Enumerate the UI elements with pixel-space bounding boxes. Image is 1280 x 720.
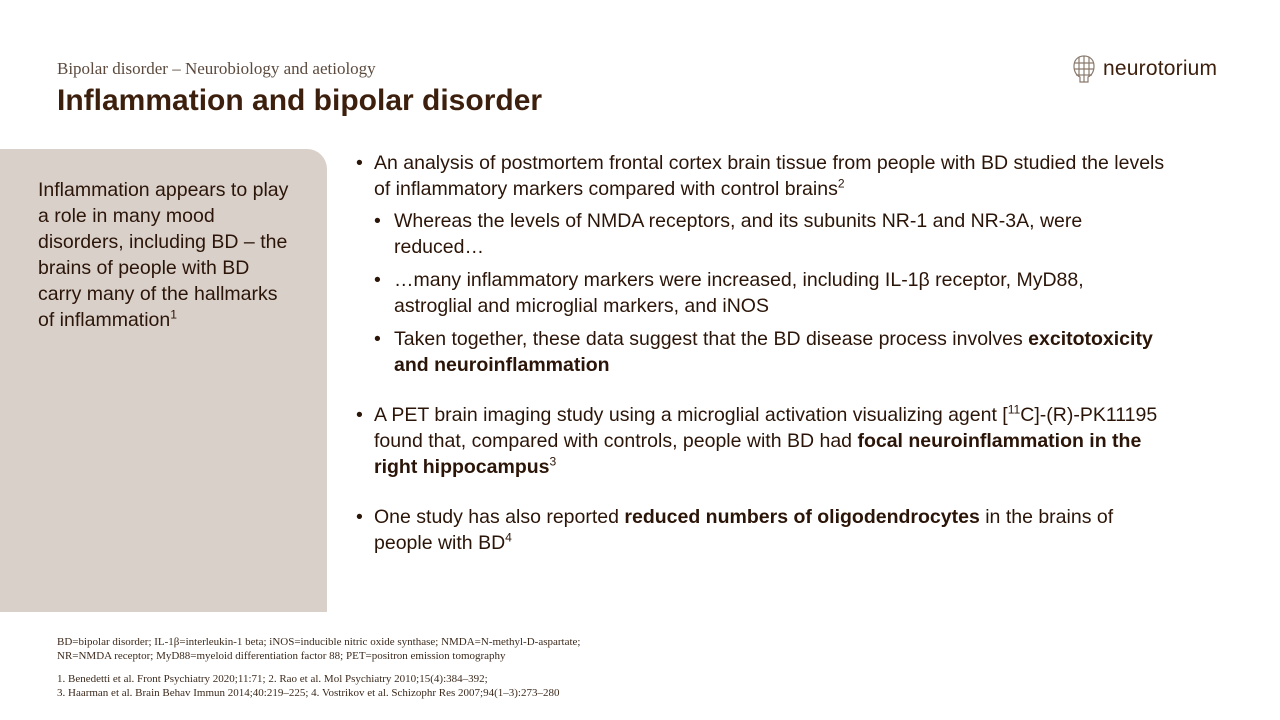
bullet-postmortem-analysis: • An analysis of postmortem frontal cortex brain tissue from people with BD studied the levels of inflammatory markers compared with control brains$^2$ • Whereas the levels of NMDA receptors, and its subunits NR-1 and NR-3A, were reduced… • …many inflammatory markers were increased, including IL-1β receptor, MyD88, astroglial and microglial markers, and iNOS • Taken together, these data suggest that the BD disease process involves excitotoxicity and neuroinflammation: [356, 152, 1165, 376]
reference-superscript: 3: [549, 454, 557, 469]
bullet-oligodendrocytes: • One study has also reported reduced numbers of oligodendrocytes in the brains of people with $BD^4$: [356, 506, 1114, 554]
neurotorium-logo: [1071, 53, 1217, 85]
bullet-marker: •: [374, 210, 381, 232]
logo-text: neurotorium: [1103, 57, 1218, 80]
bullet-marker: •: [374, 328, 381, 350]
reference-superscript: 4: [505, 530, 512, 545]
references-line: 3. Haarman et al. Brain Behav Immun 2014;40:219–225; 4. Vostrikov et al. Schizophr Res 2007;94(1–3):273–280: [57, 686, 560, 699]
references-line: 1. Benedetti et al. Front Psychiatry 2020;11:71; 2. Rao et al. Mol Psychiatry 2010;15(4):384–392;: [57, 673, 488, 685]
page-title: Inflammation and bipolar disorder: [57, 84, 543, 117]
sub-bullet-inflammatory-markers: • …many inflammatory markers were increased, including IL-1β receptor, MyD88, astroglial and microglial markers, and iNOS: [374, 269, 1084, 317]
reference-superscript: 2: [837, 176, 845, 191]
isotope-superscript: 11: [1007, 402, 1021, 417]
footnotes: [57, 636, 957, 700]
main-bullet-list: [356, 150, 1166, 580]
sub-bullet-nmda: • Whereas the levels of NMDA receptors, and its subunits NR-1 and NR-3A, were reduced…: [374, 210, 1083, 258]
sub-bullet-conclusion: • Taken together, these data suggest that the BD disease process involves excitotoxicity and neuroinflammation: [374, 328, 1153, 376]
bullet-marker: •: [356, 404, 363, 426]
brain-grid-icon: [1071, 53, 1097, 85]
abbreviations-line: NR=NMDA receptor; MyD88=myeloid differentiation factor 88; PET=positron emission tomography: [57, 649, 506, 662]
bullet-marker: •: [356, 506, 363, 528]
emphasis-text: focal neuroinflammation in the right hippocampus: [374, 430, 1142, 478]
bullet-pet-study: • A PET brain imaging study using a microglial activation visualizing agent [$^{11}$C]-(R)-PK11195 found that, compared with controls, people with BD had focal neuroinflammation in the right hippocampus$^3$: [356, 402, 1158, 478]
key-point-panel: [0, 149, 327, 612]
abbreviations-line: BD=bipolar disorder; IL-1β=interleukin-1 beta; iNOS=inducible nitric oxide synthase; NMDA=N-methyl-D-aspartate;: [57, 636, 581, 648]
bullet-marker: •: [356, 152, 363, 174]
key-point-text: Inflammation appears to play a role in many mood disorders, including BD – the brains of people with BD carry many of the hallmarks of inflammation$^1$: [38, 179, 289, 331]
emphasis-text: excitotoxicity and neuroinflammation: [394, 328, 1153, 376]
bullet-marker: •: [374, 269, 381, 291]
section-subtitle: Bipolar disorder – Neurobiology and aetiology: [57, 59, 376, 78]
sub-bullet-list: [374, 208, 1166, 378]
emphasis-text: reduced numbers of oligodendrocytes: [624, 506, 980, 528]
reference-superscript: 1: [170, 307, 177, 322]
